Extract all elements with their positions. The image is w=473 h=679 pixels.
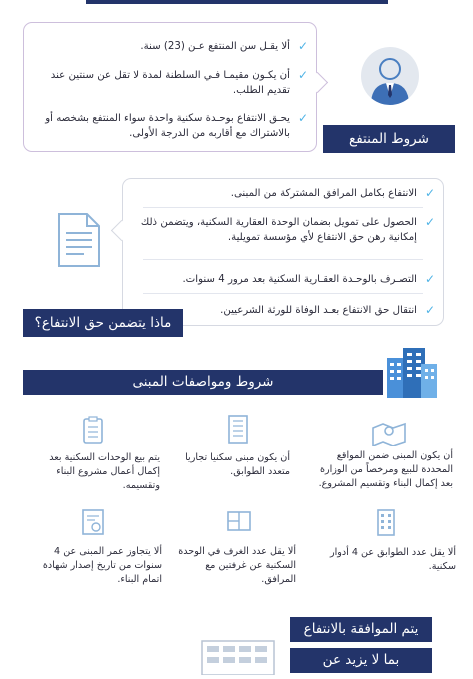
checklist-icon xyxy=(82,416,104,448)
divider xyxy=(143,293,423,294)
building-illustration xyxy=(200,635,276,675)
spec-item: ألا يتجاوز عمر المبنى عن 4 سنوات من تاريخ إصدار شهادة اتمام البناء. xyxy=(42,546,162,585)
spec-item: ألا يقل عدد الغرف في الوحدة السكنية عن غرفتين مع المرافق. xyxy=(178,546,296,585)
beneficiary-conditions-box xyxy=(23,22,317,152)
check-icon: ✓ xyxy=(424,215,435,229)
check-icon: ✓ xyxy=(297,68,308,82)
check-icon: ✓ xyxy=(424,186,435,200)
top-strip xyxy=(86,0,388,4)
rooms-icon xyxy=(226,510,252,536)
spec-item: أن يكون المبنى ضمن المواقع المحددة للبيع ومرخصاً من الوزارة بعد إكمال البناء وتقسيم المشروع. xyxy=(318,450,453,489)
building-specs-title: شروط ومواصفات المبنى xyxy=(23,370,383,395)
buildings-icon xyxy=(381,346,441,402)
beneficiary-title: شروط المنتفع xyxy=(323,125,455,153)
check-icon: ✓ xyxy=(297,39,308,53)
spec-item: أن يكون مبنى سكنيا تجاريا متعدد الطوابق. xyxy=(185,452,290,477)
location-map-icon xyxy=(371,420,407,450)
rights-title: ماذا يتضمن حق الانتفاع؟ xyxy=(23,309,183,337)
check-icon: ✓ xyxy=(424,303,435,317)
divider xyxy=(143,207,423,208)
right-item: ✓ التصـرف بالوحـدة العقـارية السكنية بعد مرور 4 سنوات. xyxy=(182,272,435,286)
spec-item: ألا يقل عدد الطوابق عن 4 أدوار سكنية. xyxy=(329,547,456,572)
approval-line-1: يتم الموافقة بالانتفاع xyxy=(290,617,432,642)
right-item: ✓ انتقال حق الانتفاع بعـد الوفاة للورثة الشرعيين. xyxy=(220,303,435,317)
document-icon xyxy=(56,211,102,273)
tower-building-icon xyxy=(375,508,397,540)
check-icon: ✓ xyxy=(424,272,435,286)
right-item: ✓ الانتفاع بكامل المرافق المشتركة من المبنى. xyxy=(230,186,435,200)
divider xyxy=(143,259,423,260)
beneficiary-condition-item: ✓ ألا يقـل سن المنتفع عـن (23) سنة. xyxy=(140,39,308,53)
usufruct-rights-box xyxy=(122,178,444,326)
approval-line-2: بما لا يزيد عن xyxy=(290,648,432,673)
beneficiary-condition-item: ✓ يحـق الانتفاع بوحـدة سكنية واحدة سواء المنتفع بشخصه أو بالاشتراك مع أقاربه من الدرجة الأولى. xyxy=(45,111,308,139)
spec-item: يتم بيع الوحدات السكنية بعد إكمال أعمال مشروع البناء وتقسيمه. xyxy=(49,452,160,491)
check-icon: ✓ xyxy=(297,111,308,125)
beneficiary-condition-item: ✓ أن يكـون مقيمـا فـي السلطنة لمدة لا تقل عن سنتين عند تقديم الطلب. xyxy=(50,68,308,96)
person-icon xyxy=(361,47,419,105)
right-item: ✓ الحصول على تمويل بضمان الوحدة العقارية السكنية، ويتضمن ذلك إمكانية رهن حق الانتفاع لأي مؤسسة تمويلية. xyxy=(140,215,435,243)
certificate-icon xyxy=(81,508,107,540)
office-building-icon xyxy=(226,414,250,448)
